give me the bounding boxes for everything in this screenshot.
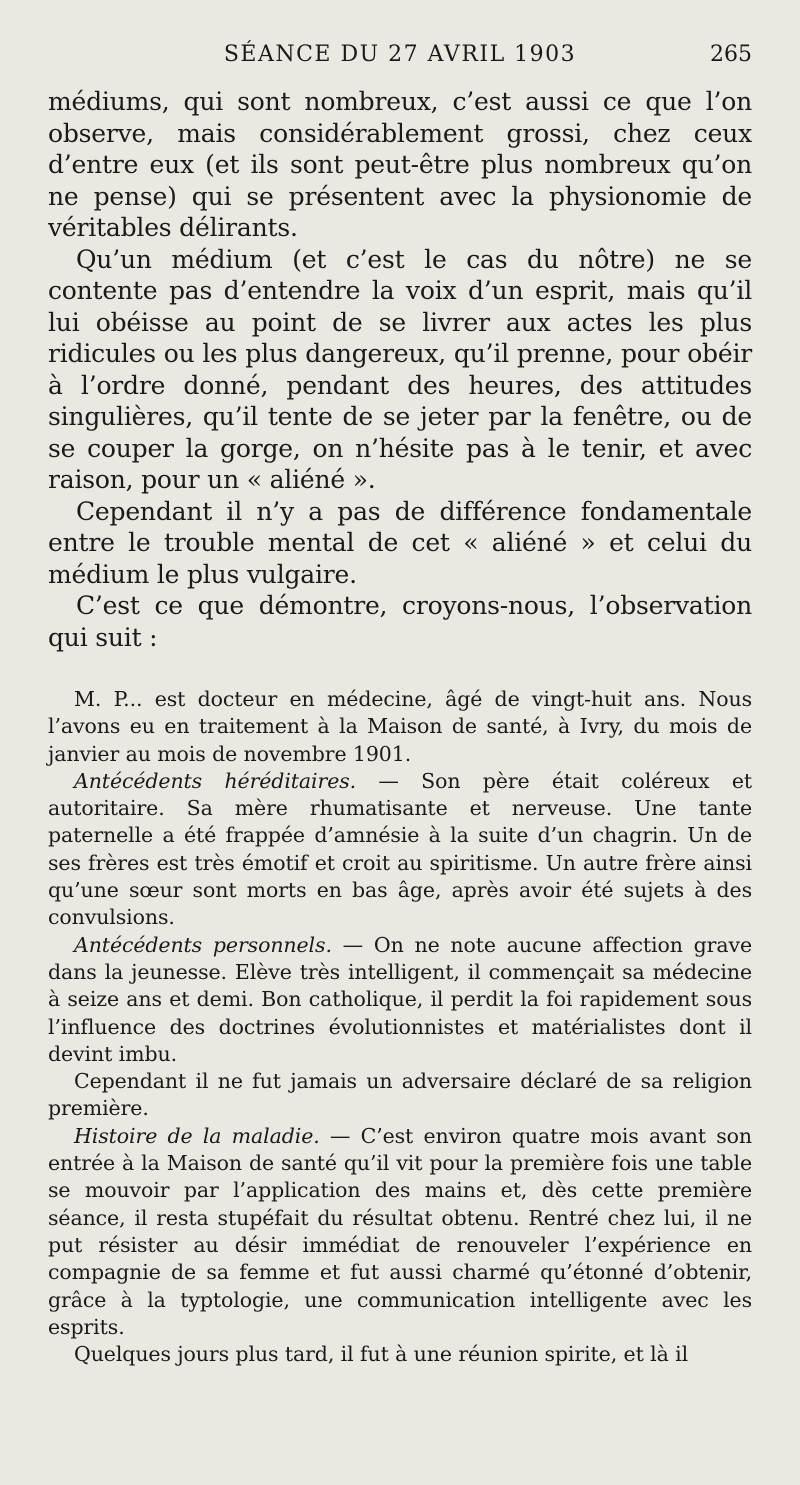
hereditary-history	[48, 768, 752, 932]
paragraph-medium-obeys: Qu’un médium (et c’est le cas du nôtre) ne se contente pas d’entendre la voix d’un esprit, mais qu’il lui obéisse au point de se livrer aux actes les plus ridicules ou les plus dangereux, qu’il prenne, pour obéir à l’ordre donné, pendant des heures, des attitudes singulières, qu’il tente de se jeter par la fenêtre, ou de se couper la gorge, on n’hésite pas à le tenir, et avec raison, pour un « aliéné ».	[48, 244, 752, 494]
paragraph-no-difference: Cependant il n’y a pas de différence fondamentale entre le trouble mental de cet « aliéné » et celui du médium le plus vulgaire.	[48, 496, 752, 589]
hereditary-body: — Son père était coléreux et autoritaire. Sa mère rhumatisante et nerveuse. Une tante paternelle a été frappée d’amnésie à la suite d’un chagrin. Un de ses frères est très émotif et croit au spiritisme. Un autre frère ainsi qu’une sœur sont morts en bas âge, après avoir été sujets à des convulsions.	[48, 768, 753, 930]
page-number: 265	[710, 42, 752, 67]
running-title: SÉANCE DU 27 AVRIL 1903	[223, 42, 577, 67]
illness-body: — C’est environ quatre mois avant son entrée à la Maison de santé qu’il vit pour la première fois une table se mouvoir par l’application des mains et, dès cette première séance, il resta stupéfait du résultat obtenu. Rentré chez lui, il ne put résister au désir immédiat de renouveler l’expérience en compagnie de sa femme et fut aussi charmé qu’étonné d’obtenir, grâce à la typtologie, une communication intelligente avec les esprits.	[48, 1123, 752, 1339]
illness-heading: Histoire de la maladie.	[74, 1123, 320, 1148]
hereditary-heading: Antécédents héréditaires.	[74, 768, 357, 793]
paragraph-observation-intro: C’est ce que démontre, croyons-nous, l’observation qui suit :	[48, 591, 752, 652]
main-text	[48, 86, 752, 653]
running-header	[48, 42, 752, 82]
personal-body: — On ne note aucune affection grave dans la jeunesse. Elève très intelligent, il commençait sa médecine à seize ans et demi. Bon catholique, il perdit la foi rapidement sous l’influence des doctrines évolutionnistes et matérialistes dont il devint imbu.	[48, 932, 752, 1066]
paragraph-mediums: médiums, qui sont nombreux, c’est aussi ce que l’on observe, mais considérablement grossi, chez ceux d’entre eux (et ils sont peut-être plus nombreux qu’on ne pense) qui se présentent avec la physionomie de véritables délirants.	[48, 87, 752, 242]
case-report	[48, 686, 752, 1368]
illness-history	[48, 1123, 752, 1341]
case-intro: M. P... est docteur en médecine, âgé de vingt-huit ans. Nous l’avons eu en traitement à la Maison de santé, à Ivry, du mois de janvier au mois de novembre 1901.	[48, 687, 752, 766]
personal-history	[48, 932, 752, 1068]
seance-paragraph: Quelques jours plus tard, il fut à une réunion spirite, et là il	[74, 1342, 689, 1367]
personal-heading: Antécédents personnels.	[74, 932, 332, 957]
book-page	[0, 42, 800, 1485]
religion-paragraph: Cependant il ne fut jamais un adversaire déclaré de sa religion première.	[48, 1069, 752, 1121]
